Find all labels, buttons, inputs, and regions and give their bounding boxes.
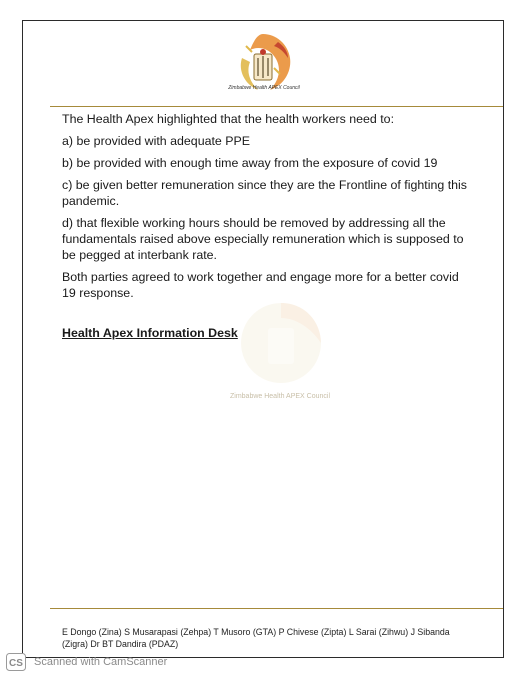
camscanner-label: Scanned with CamScanner (34, 656, 168, 668)
logo-caption: Zimbabwe Health APEX Council (228, 85, 300, 91)
watermark-logo-icon (226, 288, 336, 398)
closing-paragraph: Both parties agreed to work together and engage more for a better covid 19 response. (62, 270, 459, 300)
intro-paragraph: The Health Apex highlighted that the health workers need to: (62, 112, 395, 126)
header-divider (50, 106, 503, 107)
watermark-caption: Zimbabwe Health APEX Council (230, 393, 330, 400)
svg-text:CS: CS (9, 658, 23, 669)
point-c: c) be given better remuneration since they are the Frontline of fighting this pandemic. (62, 178, 467, 208)
point-a: a) be provided with adequate PPE (62, 134, 251, 148)
signoff-heading: Health Apex Information Desk (62, 326, 238, 340)
point-d: d) that flexible working hours should be removed by addressing all the fundamentals raised above especially remuneration which is supposed to be pegged at interbank rate. (62, 216, 464, 262)
document-body (62, 111, 472, 307)
point-b: b) be provided with enough time away from the exposure of covid 19 (62, 156, 438, 170)
footer-signatories: E Dongo (Zina) S Musarapasi (Zehpa) T Musoro (GTA) P Chivese (Zipta) L Sarai (Zihwu) J Sibanda (Zigra) Dr BT Dandira (PDAZ) (62, 627, 450, 649)
footer-divider (50, 608, 503, 609)
camscanner-icon (6, 653, 26, 671)
